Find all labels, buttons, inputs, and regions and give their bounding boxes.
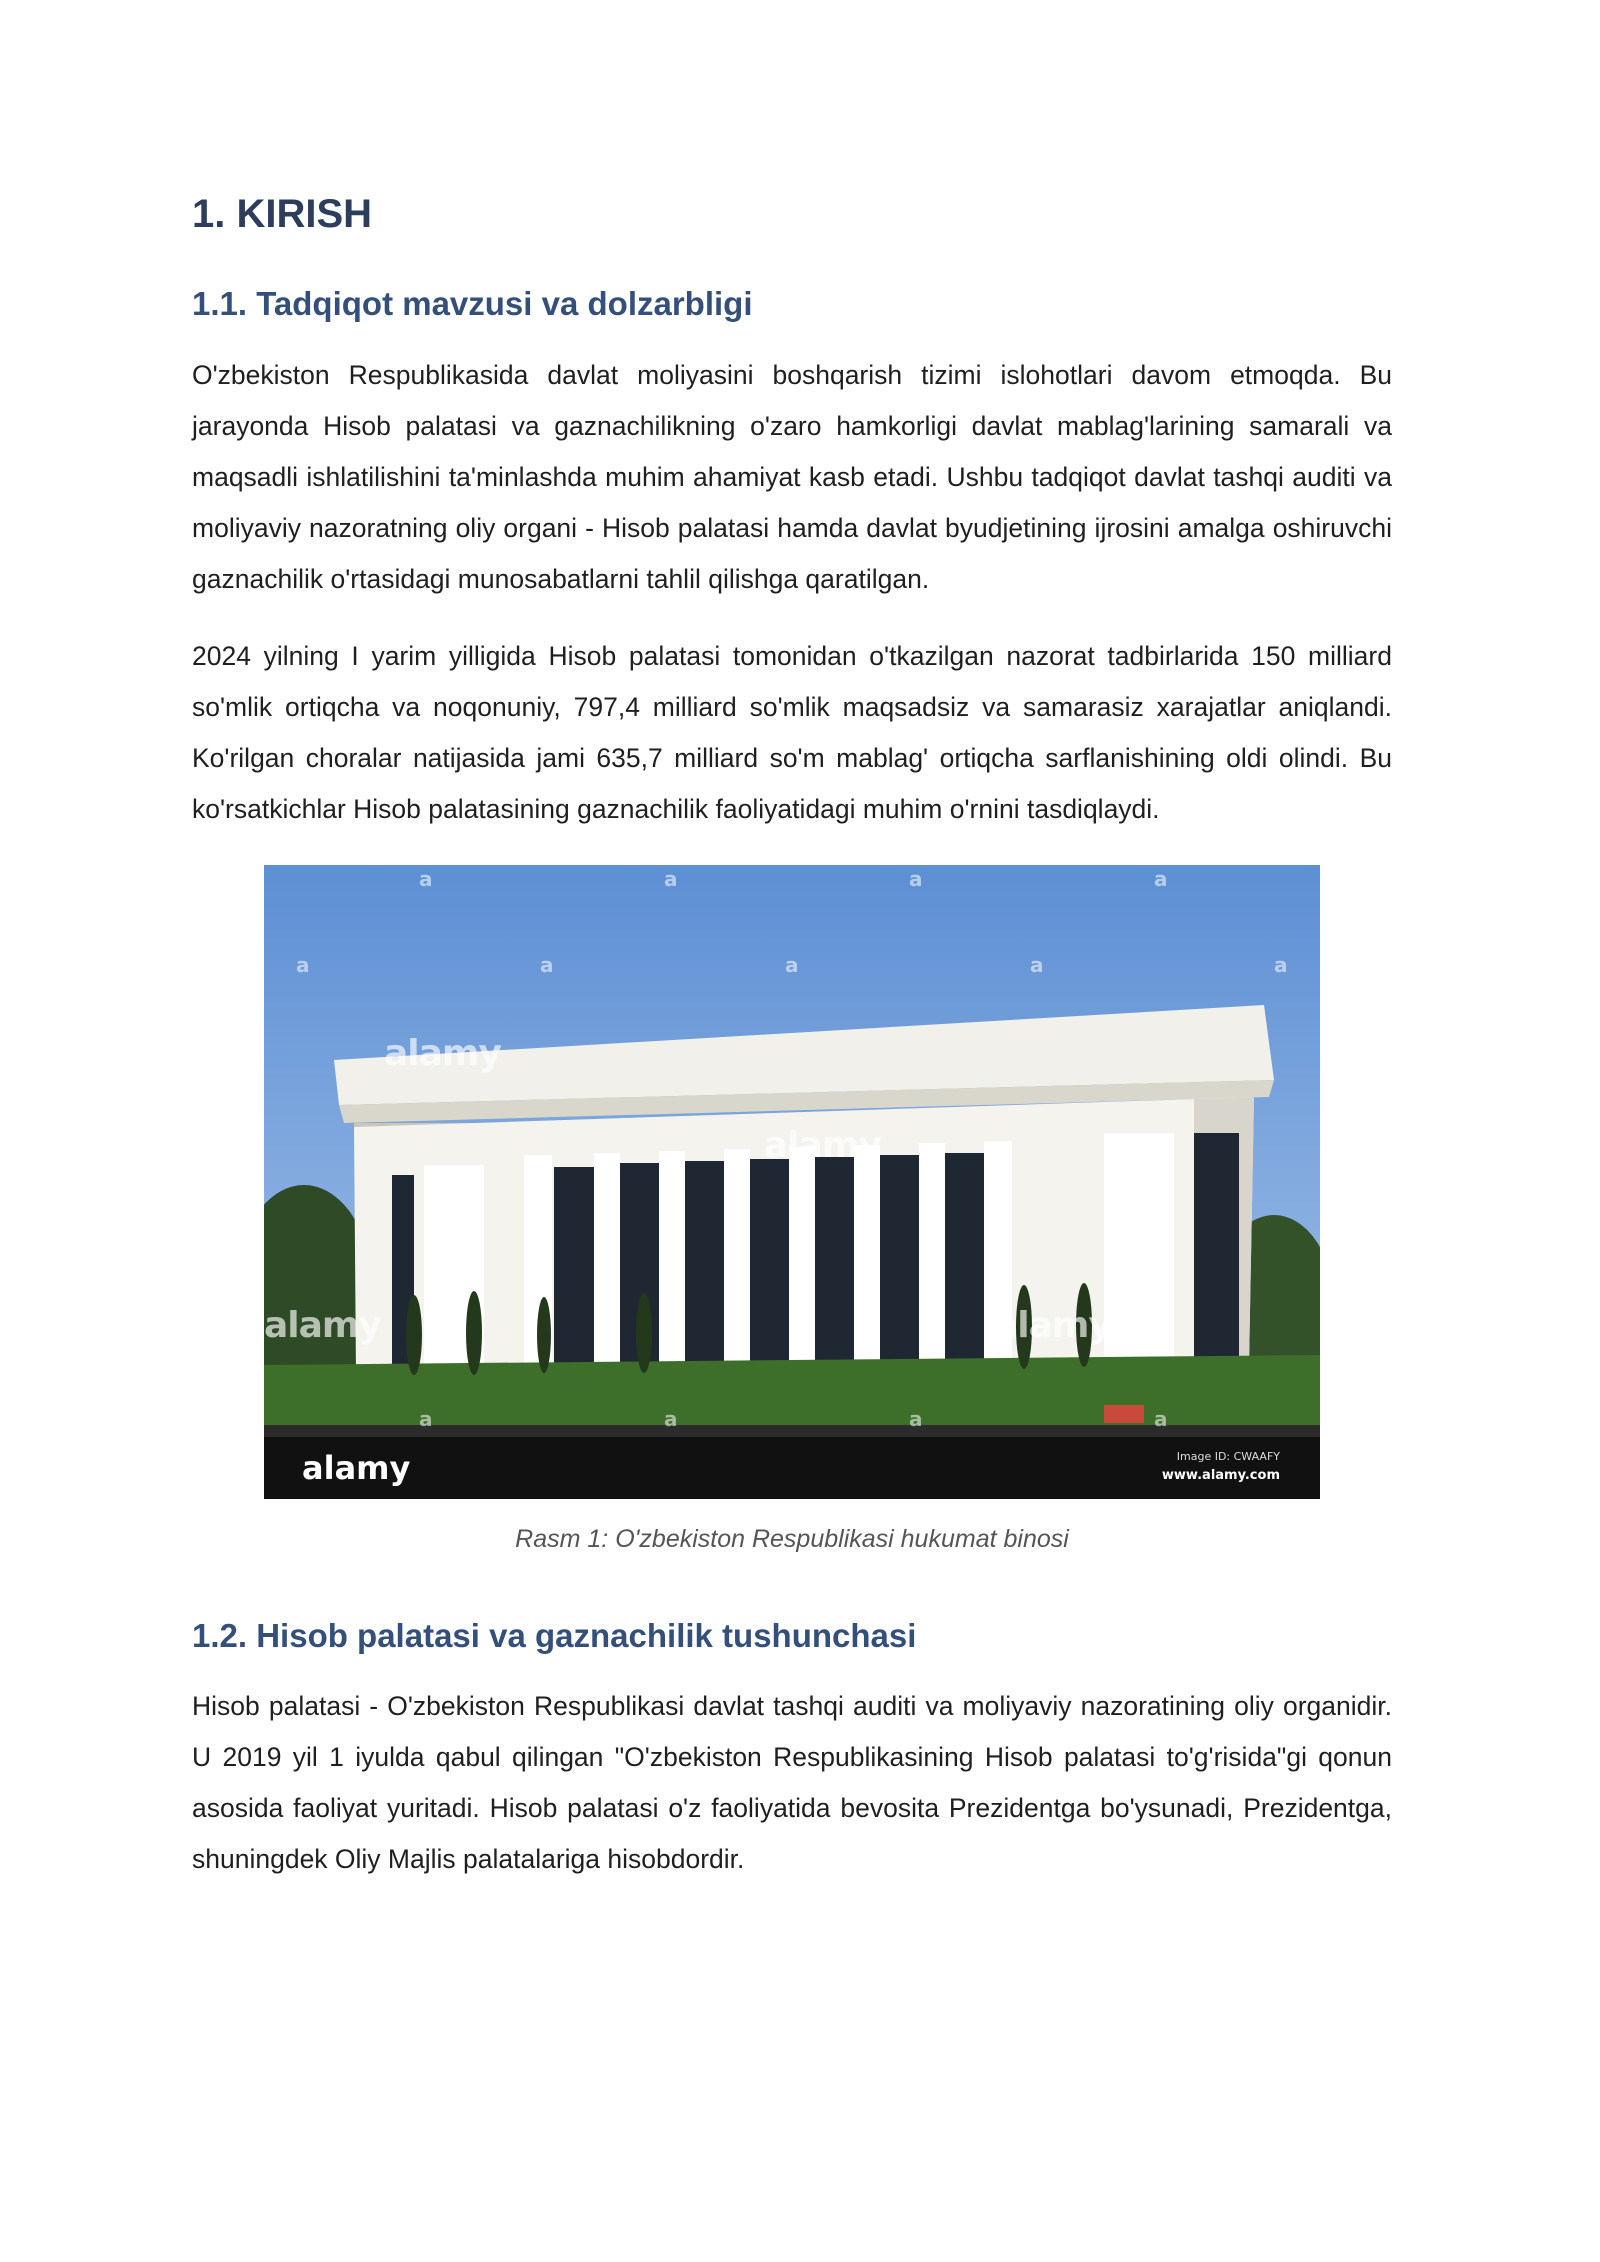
source-url: www.alamy.com: [1161, 1467, 1280, 1483]
watermark: a: [296, 952, 310, 977]
watermark: a: [785, 952, 799, 977]
government-building-photo: [264, 865, 1320, 1499]
document-page: [192, 190, 1392, 1911]
watermark: a: [909, 1406, 923, 1431]
watermark: alamy: [994, 1304, 1111, 1346]
watermark: alamy: [264, 1304, 381, 1346]
section-1-paragraph: O'zbekiston Respublikasida davlat moliyasini boshqarish tizimi islohotlari davom etmoqda. Bu jarayonda Hisob palatasi va gaznachilikning o'zaro hamkorligi davlat mablag'larining samarali va maqsadli ishlatilishini ta'minlashda muhim ahamiyat kasb etadi. Ushbu tadqiqot davlat tashqi auditi va moliyaviy nazoratning oliy organi - Hisob palatasi hamda davlat byudjetining ijrosini amalga oshiruvchi gaznachilik o'rtasidagi munosabatlarni tahlil qilishga qaratilgan.: [192, 359, 1392, 594]
watermark: a: [909, 866, 923, 891]
watermark: a: [1154, 866, 1168, 891]
section-1-paragraph: 2024 yilning I yarim yilligida Hisob palatasi tomonidan o'tkazilgan nazorat tadbirlarida 150 milliard so'mlik ortiqcha va noqonuniy, 797,4 milliard so'mlik maqsadsiz va samarasiz xarajatlar aniqlandi. Ko'rilgan choralar natijasida jami 635,7 milliard so'm mablag' ortiqcha sarflanishining oldi olindi. Bu ko'rsatkichlar Hisob palatasining gaznachilik faoliyatidagi muhim o'rnini tasdiqlaydi.: [192, 640, 1392, 824]
watermark: a: [664, 1406, 678, 1431]
watermark: a: [1274, 952, 1288, 977]
section-1-title: 1.1. Tadqiqot mavzusi va dolzarbligi: [192, 285, 753, 322]
watermark: alamy: [384, 1032, 501, 1074]
section-2-paragraph: Hisob palatasi - O'zbekiston Respublikasi davlat tashqi auditi va moliyaviy nazoratining oliy organidir. U 2019 yil 1 iyulda qabul qilingan "O'zbekiston Respublikasining Hisob palatasi to'g'risida"gi qonun asosida faoliyat yuritadi. Hisob palatasi o'z faoliyatida bevosita Prezidentga bo'ysunadi, Prezidentga, shuningdek Oliy Majlis palatalariga hisobdordir.: [192, 1691, 1392, 1875]
image-id: Image ID: CWAAFY: [1176, 1449, 1280, 1463]
watermark: a: [1154, 1406, 1168, 1431]
watermark: a: [540, 952, 554, 977]
chapter-heading: 1. KIRISH: [192, 192, 373, 236]
watermark: a: [419, 1406, 433, 1431]
alamy-logo: alamy: [302, 1448, 411, 1487]
watermark: a: [664, 866, 678, 891]
section-2-title: 1.2. Hisob palatasi va gaznachilik tushunchasi: [192, 1616, 917, 1654]
watermark: a: [419, 866, 433, 891]
figure-caption: Rasm 1: O'zbekiston Respublikasi hukumat binosi: [515, 1524, 1069, 1553]
watermark: a: [1030, 952, 1044, 977]
stock-photo-footer: [264, 1437, 1320, 1499]
watermark: alamy: [764, 1124, 881, 1166]
